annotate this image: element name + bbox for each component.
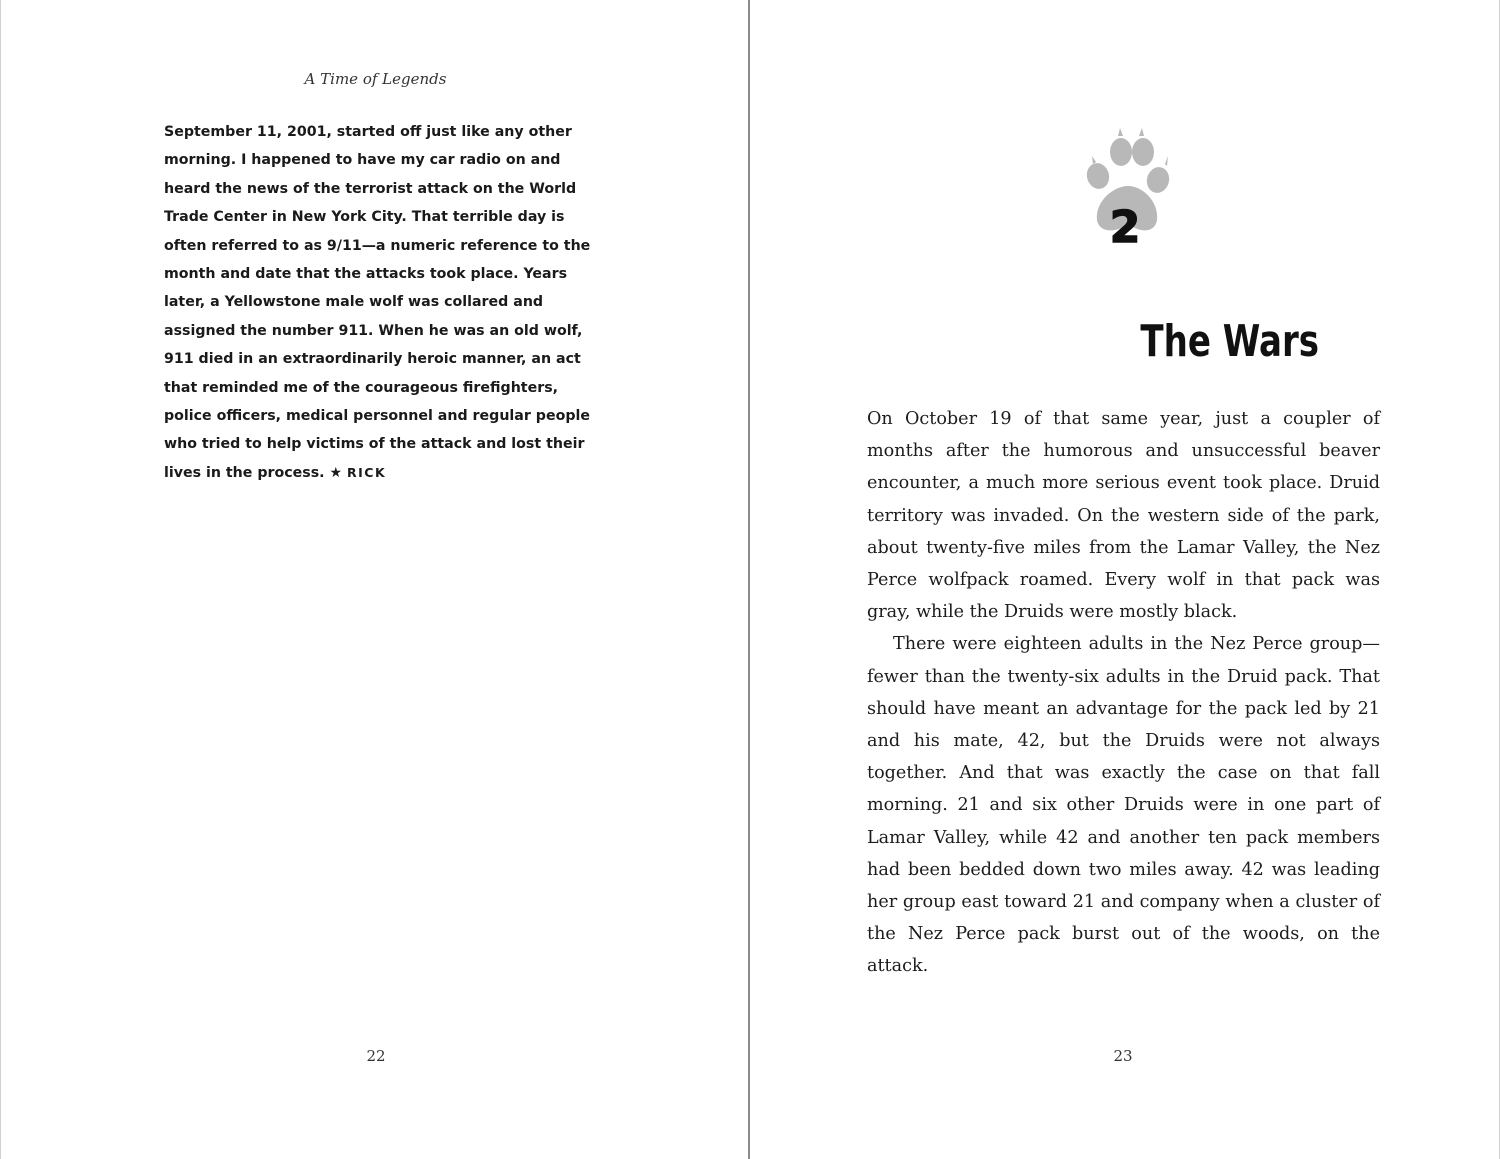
body-paragraph: There were eighteen adults in the Nez Perce group—fewer than the twenty-six adults in the Druid pack. That should have meant an advantage for the pack led by 21 and his mate, 42, but the Druids were not always together. And that was exactly the case on that fall morning. 21 and six other Druids were in one part of Lamar Valley, while 42 and another ten pack members had been bedded down two miles away. 42 was leading her group east toward 21 and company when a cluster of the Nez Perce pack burst out of the woods, on the attack. [867,634,1380,977]
paw-print-icon [1085,128,1171,246]
left-page [0,0,749,1159]
page-number-right: 23 [1113,1047,1133,1065]
signature: RICK [347,464,387,480]
chapter-title: The Wars [1140,316,1320,367]
sidebar-note-text: September 11, 2001, started off just like any other morning. I happened to have my car radio on and heard the news of the terrorist attack on the World Trade Center in New York City. That terrible day is often referred to as 9/11—a numeric reference to the month and date that the attacks took place. Years later, a Yellowstone male wolf was collared and assigned the number 911. When he was an old wolf, 911 died in an extraordinarily heroic manner, an act that reminded me of the courageous firefighters, police officers, medical personnel and regular people who tried to help victims of the attack and lost their lives in the process. [164,124,591,481]
sidebar-note [164,118,600,487]
chapter-body [867,403,1380,983]
chapter-number: 2 [1109,202,1141,246]
running-head: A Time of Legends [304,70,447,88]
star-icon: ★ [329,464,343,481]
body-paragraph: On October 19 of that same year, just a coupler of months after the humorous and unsuccessful beaver encounter, a much more serious event took place. Druid territory was invaded. On the western side of the park, about twenty-five miles from the Lamar Valley, the Nez Perce wolfpack roamed. Every wolf in that pack was gray, while the Druids were mostly black. [867,409,1380,623]
page-number-left: 22 [366,1047,386,1065]
